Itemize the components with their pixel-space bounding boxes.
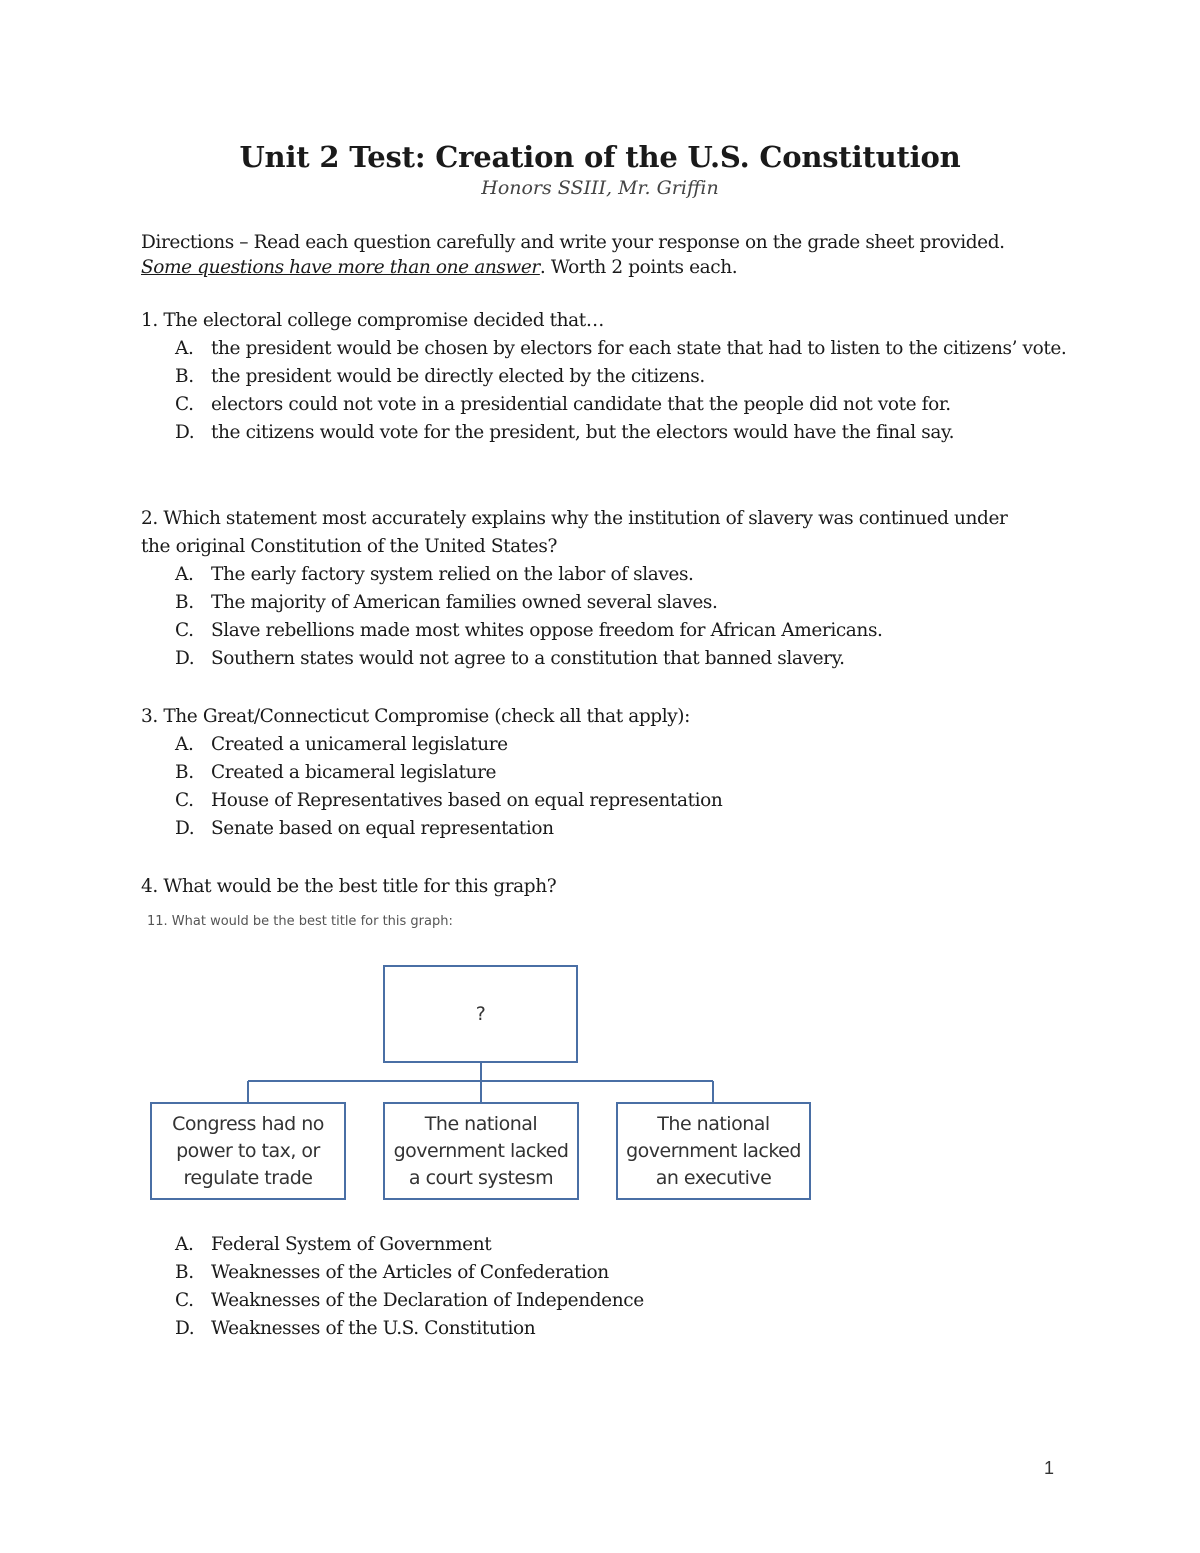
option-text: House of Representatives based on equal representation bbox=[211, 790, 723, 811]
diagram-child-line: The national bbox=[657, 1112, 770, 1135]
directions-lead: Directions – Read each question carefully and write your response on the grade sheet provided. bbox=[141, 232, 1005, 253]
answer-option bbox=[141, 787, 1101, 815]
answer-option bbox=[141, 645, 1101, 673]
question-4-options bbox=[141, 1231, 1101, 1343]
answer-option bbox=[141, 1231, 1101, 1259]
answer-option bbox=[141, 731, 1101, 759]
option-text: Southern states would not agree to a constitution that banned slavery. bbox=[211, 648, 845, 669]
directions-emphasis: Some questions have more than one answer bbox=[141, 257, 540, 278]
answer-option bbox=[141, 419, 1101, 447]
option-letter: D. bbox=[175, 1318, 195, 1339]
answer-option bbox=[141, 1315, 1101, 1343]
option-letter: B. bbox=[175, 1262, 194, 1283]
diagram-child-box bbox=[150, 1102, 346, 1200]
diagram-child-box bbox=[616, 1102, 811, 1200]
answer-option bbox=[141, 589, 1101, 617]
option-text: Senate based on equal representation bbox=[211, 818, 554, 839]
question-2 bbox=[141, 505, 1101, 673]
option-text: electors could not vote in a presidential candidate that the people did not vote for. bbox=[211, 394, 951, 415]
option-letter: D. bbox=[175, 648, 195, 669]
diagram-root-box bbox=[383, 965, 578, 1063]
diagram-child-line: regulate trade bbox=[183, 1166, 313, 1189]
option-text: Weaknesses of the U.S. Constitution bbox=[211, 1318, 536, 1339]
answer-option bbox=[141, 561, 1101, 589]
question-stem: 3. The Great/Connecticut Compromise (check all that apply): bbox=[141, 706, 690, 727]
page-number: 1 bbox=[1044, 1458, 1055, 1478]
diagram-child-line: government lacked bbox=[393, 1139, 569, 1162]
option-letter: B. bbox=[175, 762, 194, 783]
option-letter: C. bbox=[175, 1290, 194, 1311]
diagram-child-line: government lacked bbox=[626, 1139, 801, 1162]
question-stem: 1. The electoral college compromise decided that… bbox=[141, 310, 604, 331]
option-letter: C. bbox=[175, 790, 194, 811]
question-1 bbox=[141, 307, 1101, 447]
diagram-child-line: The national bbox=[424, 1112, 538, 1135]
option-letter: D. bbox=[175, 422, 195, 443]
option-letter: B. bbox=[175, 366, 194, 387]
option-letter: A. bbox=[175, 734, 194, 755]
option-text: Created a bicameral legislature bbox=[211, 762, 497, 783]
question-3 bbox=[141, 703, 1101, 843]
option-text: the president would be chosen by electors for each state that had to listen to the citizens’ vote. bbox=[211, 338, 1067, 359]
diagram-child-line: a court systesm bbox=[408, 1166, 554, 1189]
answer-option bbox=[141, 335, 1101, 363]
answer-option bbox=[141, 1259, 1101, 1287]
answer-option bbox=[141, 759, 1101, 787]
diagram-child-line: Congress had no bbox=[172, 1112, 324, 1135]
option-text: Weaknesses of the Declaration of Independence bbox=[211, 1290, 644, 1311]
directions bbox=[141, 230, 1081, 280]
option-letter: C. bbox=[175, 620, 194, 641]
question-4 bbox=[141, 873, 1101, 901]
question-stem: 4. What would be the best title for this graph? bbox=[141, 876, 557, 897]
option-letter: A. bbox=[175, 1234, 194, 1255]
answer-option bbox=[141, 363, 1101, 391]
answer-option bbox=[141, 391, 1101, 419]
option-letter: B. bbox=[175, 592, 194, 613]
option-text: the citizens would vote for the president, but the electors would have the final say. bbox=[211, 422, 955, 443]
page-title: Unit 2 Test: Creation of the U.S. Constitution bbox=[239, 140, 961, 174]
option-letter: A. bbox=[175, 564, 194, 585]
option-text: The early factory system relied on the labor of slaves. bbox=[211, 564, 694, 585]
directions-tail: . Worth 2 points each. bbox=[539, 257, 738, 278]
option-text: Federal System of Government bbox=[211, 1234, 492, 1255]
option-text: Created a unicameral legislature bbox=[211, 734, 508, 755]
option-text: Slave rebellions made most whites oppose freedom for African Americans. bbox=[211, 620, 883, 641]
diagram-root-label: ? bbox=[475, 1002, 486, 1025]
page-subtitle: Honors SSIII, Mr. Griffin bbox=[481, 177, 719, 199]
option-letter: C. bbox=[175, 394, 194, 415]
option-text: Weaknesses of the Articles of Confederation bbox=[211, 1262, 609, 1283]
answer-option bbox=[141, 815, 1101, 843]
option-letter: A. bbox=[175, 338, 194, 359]
option-text: the president would be directly elected by the citizens. bbox=[211, 366, 705, 387]
option-letter: D. bbox=[175, 818, 195, 839]
answer-option bbox=[141, 617, 1101, 645]
diagram-child-line: power to tax, or bbox=[176, 1139, 320, 1162]
answer-option bbox=[141, 1287, 1101, 1315]
diagram-child-line: an executive bbox=[655, 1166, 772, 1189]
option-text: The majority of American families owned several slaves. bbox=[211, 592, 718, 613]
question-stem: 2. Which statement most accurately explains why the institution of slavery was continued under the original Constitution of the United States? bbox=[141, 508, 1008, 557]
diagram-caption: 11. What would be the best title for this graph: bbox=[147, 914, 453, 929]
diagram-child-box bbox=[383, 1102, 579, 1200]
